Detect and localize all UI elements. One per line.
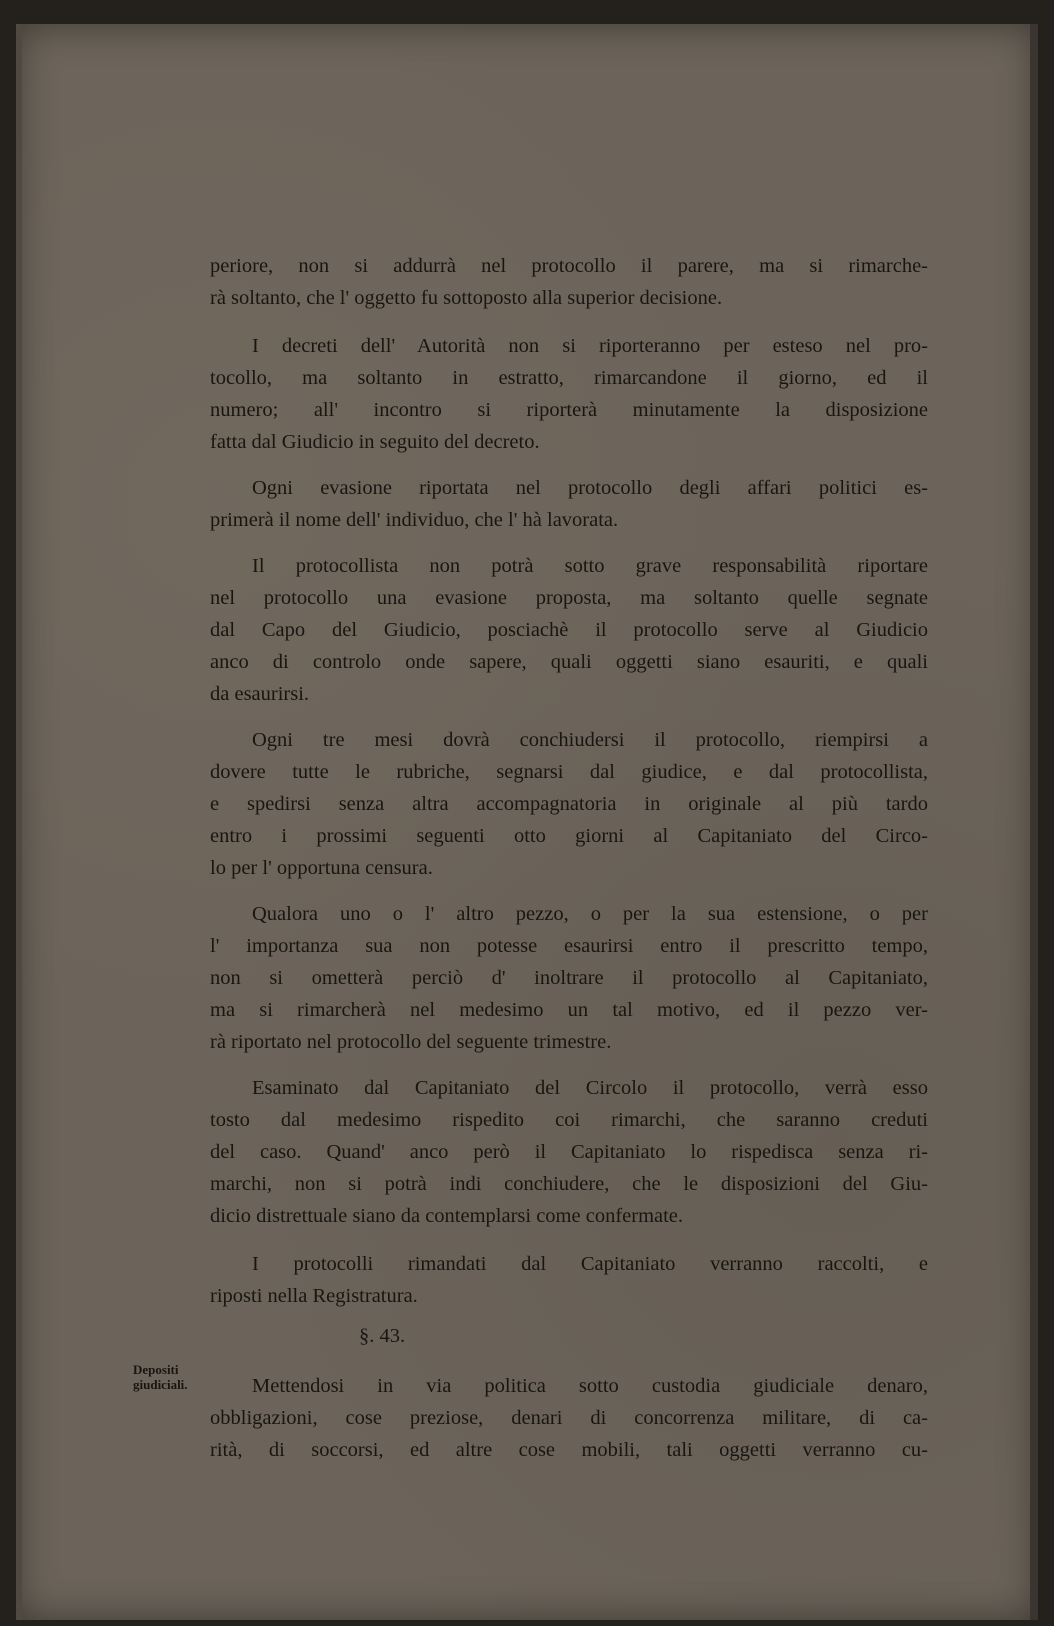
text-line: Esaminato dal Capitaniato del Circolo il protocollo, verrà esso: [252, 1077, 928, 1099]
text-line: primerà il nome dell' individuo, che l' hà lavorata.: [210, 509, 619, 531]
text-line: dicio distrettuale siano da contemplarsi come confermate.: [210, 1205, 684, 1227]
page-right-edge: [1030, 24, 1038, 1620]
text-line: dovere tutte le rubriche, segnarsi dal giudice, e dal protocollista,: [210, 761, 928, 783]
text-line: I protocolli rimandati dal Capitaniato verranno raccolti, e: [252, 1253, 928, 1275]
text-line: periore, non si addurrà nel protocollo il parere, ma si rimarche-: [210, 255, 928, 277]
page-left-edge: [16, 24, 22, 1620]
text-line: Mettendosi in via politica sotto custodia giudiciale denaro,: [252, 1375, 928, 1397]
text-line: riposti nella Registratura.: [210, 1285, 418, 1307]
margin-note-line: Depositi: [133, 1362, 179, 1377]
text-line: rità, di soccorsi, ed altre cose mobili, tali oggetti verranno cu-: [210, 1439, 928, 1461]
margin-note-line: giudiciali.: [133, 1377, 188, 1392]
text-line: Il protocollista non potrà sotto grave responsabilità riportare: [252, 555, 928, 577]
text-line: tocollo, ma soltanto in estratto, rimarcandone il giorno, ed il: [210, 367, 928, 389]
text-line: rà soltanto, che l' oggetto fu sottoposto alla superior decisione.: [210, 287, 723, 309]
text-line: numero; all' incontro si riporterà minutamente la disposizione: [210, 399, 928, 421]
text-line: obbligazioni, cose preziose, denari di concorrenza militare, di ca-: [210, 1407, 928, 1429]
text-line: non si ometterà perciò d' inoltrare il protocollo al Capitaniato,: [210, 967, 928, 989]
text-line: del caso. Quand' anco però il Capitaniato lo rispedisca senza ri-: [210, 1141, 928, 1163]
text-line: e spedirsi senza altra accompagnatoria in originale al più tardo: [210, 793, 928, 815]
text-line: fatta dal Giudicio in seguito del decreto.: [210, 431, 540, 453]
text-line: l' importanza sua non potesse esaurirsi entro il prescritto tempo,: [210, 935, 928, 957]
text-line: dal Capo del Giudicio, posciachè il protocollo serve al Giudicio: [210, 619, 928, 641]
text-line: tosto dal medesimo rispedito coi rimarchi, che saranno creduti: [210, 1109, 928, 1131]
text-line: I decreti dell' Autorità non si riporteranno per esteso nel pro-: [252, 335, 928, 357]
margin-note: [133, 1362, 213, 1392]
text-line: Qualora uno o l' altro pezzo, o per la sua estensione, o per: [252, 903, 928, 925]
text-line: Ogni tre mesi dovrà conchiudersi il protocollo, riempirsi a: [252, 729, 928, 751]
section-heading: §. 43.: [358, 1325, 406, 1347]
text-line: ma si rimarcherà nel medesimo un tal motivo, ed il pezzo ver-: [210, 999, 928, 1021]
text-line: anco di controlo onde sapere, quali oggetti siano esauriti, e quali: [210, 651, 928, 673]
text-line: lo per l' opportuna censura.: [210, 857, 433, 879]
text-line: da esaurirsi.: [210, 683, 310, 705]
text-line: entro i prossimi seguenti otto giorni al Capitaniato del Circo-: [210, 825, 928, 847]
text-line: Ogni evasione riportata nel protocollo degli affari politici es-: [252, 477, 928, 499]
text-line: rà riportato nel protocollo del seguente trimestre.: [210, 1031, 612, 1053]
text-line: marchi, non si potrà indi conchiudere, che le disposizioni del Giu-: [210, 1173, 928, 1195]
text-line: nel protocollo una evasione proposta, ma soltanto quelle segnate: [210, 587, 928, 609]
